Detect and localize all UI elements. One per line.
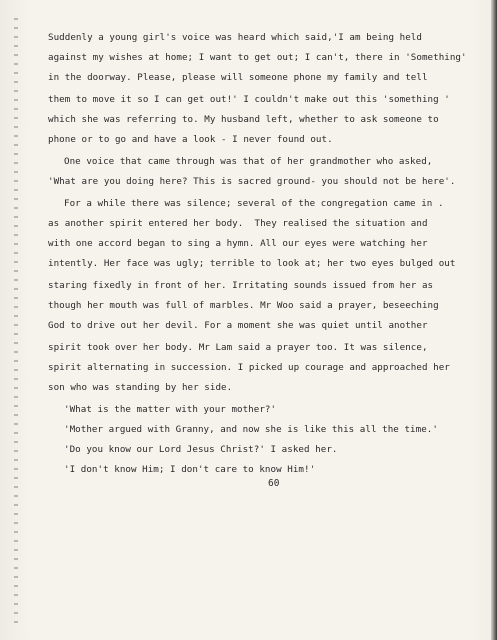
text-line: them to move it so I can get out!' I couldn't make out this 'something ' — [48, 94, 450, 105]
text-line: son who was standing by her side. — [48, 382, 233, 393]
left-edge-perforation — [14, 18, 18, 628]
scan-edge-shadow — [491, 0, 497, 640]
text-line: intently. Her face was ugly; terrible to look at; her two eyes bulged out — [48, 258, 456, 269]
text-line: against my wishes at home; I want to get out; I can't, there in 'Something' — [48, 52, 467, 63]
text-line: as another spirit entered her body. They realised the situation and — [48, 218, 428, 229]
text-line: which she was referring to. My husband left, whether to ask someone to — [48, 114, 439, 125]
text-line: in the doorway. Please, please will someone phone my family and tell — [48, 72, 428, 83]
text-line: For a while there was silence; several of the congregation came in . — [64, 198, 444, 209]
text-line: 'Mother argued with Granny, and now she is like this all the time.' — [64, 424, 438, 435]
text-line: though her mouth was full of marbles. Mr Woo said a prayer, beseeching — [48, 300, 439, 311]
text-line: 'What are you doing here? This is sacred ground- you should not be here'. — [48, 176, 456, 187]
text-line: spirit took over her body. Mr Lam said a prayer too. It was silence, — [48, 342, 428, 353]
text-line: 'What is the matter with your mother?' — [64, 404, 277, 415]
page-number: 60 — [268, 478, 280, 489]
text-line: God to drive out her devil. For a moment she was quiet until another — [48, 320, 428, 331]
text-line: spirit alternating in succession. I picked up courage and approached her — [48, 362, 450, 373]
text-line: 'Do you know our Lord Jesus Christ?' I asked her. — [64, 444, 338, 455]
text-line: One voice that came through was that of her grandmother who asked, — [64, 156, 433, 167]
text-line: Suddenly a young girl's voice was heard which said,'I am being held — [48, 32, 422, 43]
text-line: staring fixedly in front of her. Irritating sounds issued from her as — [48, 280, 434, 291]
text-line: with one accord began to sing a hymn. All our eyes were watching her — [48, 238, 428, 249]
text-line: phone or to go and have a look - I never found out. — [48, 134, 333, 145]
text-line: 'I don't know Him; I don't care to know Him!' — [64, 464, 316, 475]
